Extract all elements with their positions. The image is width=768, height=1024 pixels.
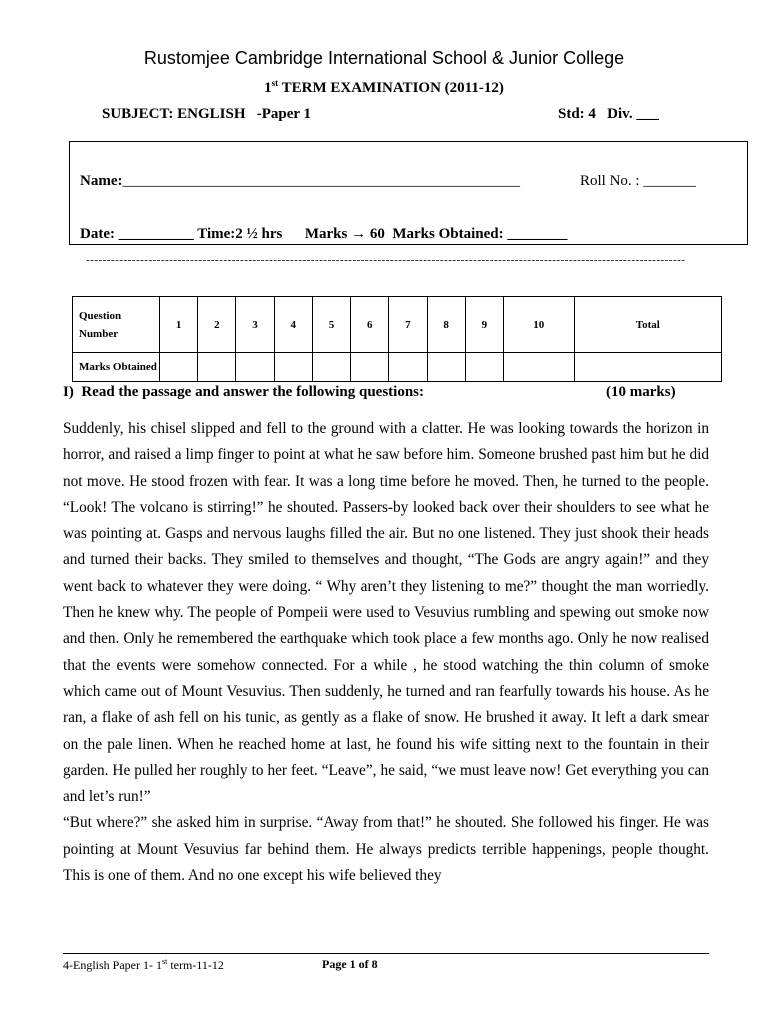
marks-cell xyxy=(351,353,389,382)
marks-cell xyxy=(274,353,312,382)
footer-paper-id xyxy=(63,957,224,973)
marks-cell xyxy=(465,353,503,382)
name-blank: _____________________________________________________ xyxy=(122,173,520,189)
marks-obtained-row xyxy=(73,353,722,382)
col-header: 5 xyxy=(312,297,350,353)
school-name: Rustomjee Cambridge International School & Junior College xyxy=(143,48,625,68)
subject-line: SUBJECT: ENGLISH -Paper 1 xyxy=(102,106,312,122)
date-time-marks-line: Date: __________ Time:2 ½ hrs Marks → 60 Marks Obtained: ________ xyxy=(80,226,568,242)
exam-title xyxy=(0,78,768,97)
section-marks: (10 marks) xyxy=(606,384,676,400)
col-header: 8 xyxy=(427,297,465,353)
roll-number-field: Roll No. : _______ xyxy=(580,173,696,189)
marks-cell xyxy=(389,353,427,382)
page-number: Page 1 of 8 xyxy=(322,957,378,971)
col-header-total: Total xyxy=(574,297,721,353)
name-field xyxy=(80,173,520,190)
marks-cell xyxy=(236,353,274,382)
col-header: 2 xyxy=(198,297,236,353)
col-header: 10 xyxy=(503,297,574,353)
footer-paper-id-a: 4-English Paper 1- 1 xyxy=(63,958,162,972)
exam-title-text: TERM EXAMINATION (2011-12) xyxy=(278,80,504,96)
marks-cell xyxy=(160,353,198,382)
col-header: 7 xyxy=(389,297,427,353)
passage-paragraph: “But where?” she asked him in surprise. “Away from that!” he shouted. She followed his finger. He was pointing at Mount Vesuvius far behind them. He always predicts terrible happenings, people thought. This is one of them. And no one except his wife believed they xyxy=(63,814,709,885)
std-div: Std: 4 Div. ___ xyxy=(558,106,659,122)
question-number-label: Question Number xyxy=(73,297,160,353)
marks-cell xyxy=(198,353,236,382)
col-header: 1 xyxy=(160,297,198,353)
footer-paper-id-sup: st xyxy=(161,957,168,966)
marks-table xyxy=(72,296,722,382)
marks-cell xyxy=(427,353,465,382)
col-header: 4 xyxy=(274,297,312,353)
marks-cell xyxy=(312,353,350,382)
col-header: 9 xyxy=(465,297,503,353)
name-label: Name: xyxy=(80,173,123,189)
col-header: 6 xyxy=(351,297,389,353)
marks-obtained-label: Marks Obtained xyxy=(73,353,160,382)
footer-paper-id-b: term-11-12 xyxy=(167,958,224,972)
question-number-row xyxy=(73,297,722,353)
exam-ordinal-suffix: st xyxy=(271,78,279,88)
passage-paragraph: Suddenly, his chisel slipped and fell to the ground with a clatter. He was looking towards the horizon in horror, and raised a limp finger to point at what he saw before him. Someone brushed past him but he did not move. He stood frozen with fear. It was a long time before he moved. Then, he turned to the people. “Look! The volcano is stirring!” he shouted. Passers-by looked back over their shoulders to see what he was pointing at. Gasps and nervous laughs filled the air. But no one listened. They just shook their heads and turned their backs. They smiled to themselves and thought, “The Gods are angry again!” and they went back to whatever they were doing. “ Why aren’t they listening to me?” thought the man worriedly. Then he knew why. The people of Pompeii were used to Vesuvius rumbling and spewing out smoke now and then. Only he remembered the earthquake which took place a few months ago. Only he now realised that the events were somehow connected. For a while , he stood watching the thin column of smoke which came out of Mount Vesuvius. Then suddenly, he turned and ran fearfully towards his house. As he ran, a flake of ash fell on his tunic, as gently as a flake of snow. He brushed it away. It left a dark smear on the pale linen. When he reached home at last, he found his wife sitting next to the fountain in their garden. He pulled her roughly to her feet. “Leave”, he said, “we must leave now! Get everything you can and let’s run!” xyxy=(63,420,709,806)
footer-divider xyxy=(63,953,709,954)
marks-cell-total xyxy=(574,353,721,382)
separator-line: ------------------------------------------------------------------------------------------------------------------------------------------------ xyxy=(86,254,686,266)
marks-cell xyxy=(503,353,574,382)
exam-ordinal: 1 xyxy=(264,80,272,96)
col-header: 3 xyxy=(236,297,274,353)
reading-passage xyxy=(63,416,709,889)
section-heading: I) Read the passage and answer the following questions: xyxy=(63,384,425,400)
